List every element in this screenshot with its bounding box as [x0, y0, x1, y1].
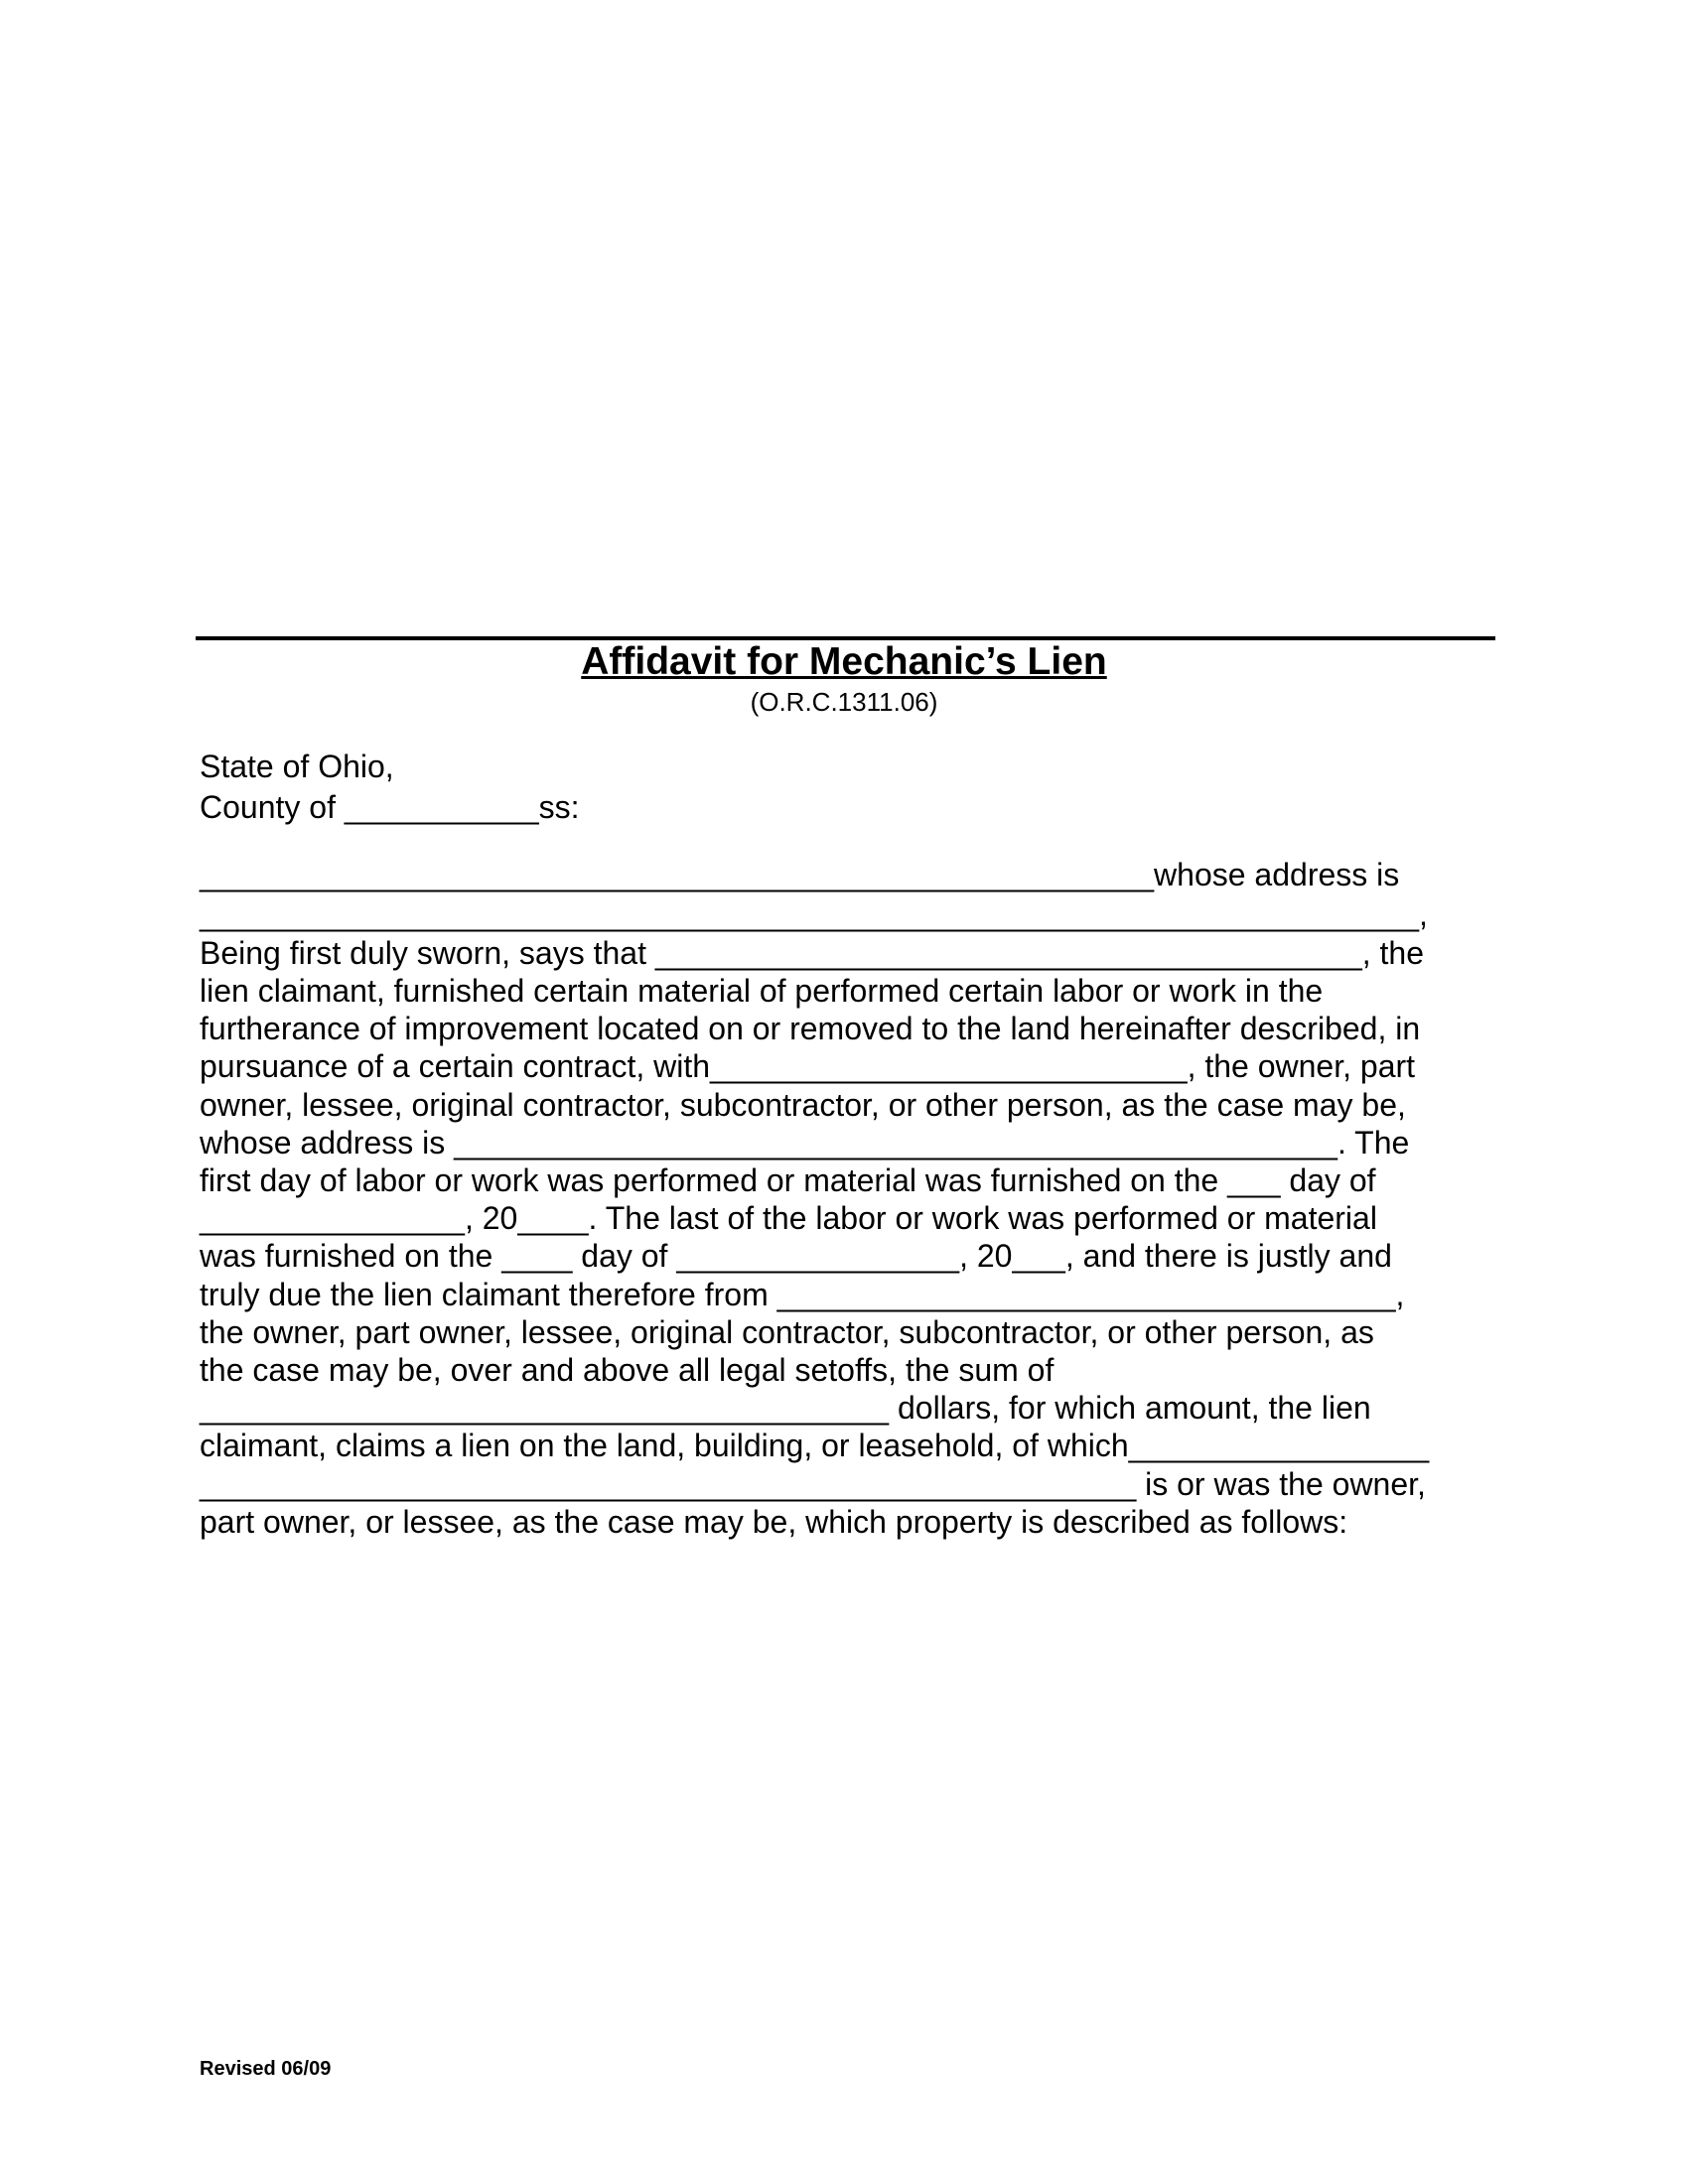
body-line: truly due the lien claimant therefore from ___________________________________, [200, 1277, 1405, 1312]
body-line: first day of labor or work was performed or material was furnished on the ___ day of [200, 1162, 1376, 1198]
body-line: part owner, or lessee, as the case may be, which property is described as follows: [200, 1504, 1348, 1540]
body-line: whose address is __________________________________________________. The [200, 1125, 1410, 1160]
body-line: Being first duly sworn, says that ________________________________________, the [200, 935, 1424, 971]
affiant-name-line: ______________________________________________________whose address is [200, 857, 1400, 892]
body-line: lien claimant, furnished certain material of performed certain labor or work in the [200, 973, 1324, 1009]
body-line: claimant, claims a lien on the land, building, or leasehold, of which_________________ [200, 1428, 1430, 1463]
body-line: _______________________________________ dollars, for which amount, the lien [200, 1390, 1371, 1426]
document-title: Affidavit for Mechanic’s Lien [581, 640, 1107, 683]
state-line: State of Ohio, [200, 749, 394, 784]
body-line: furtherance of improvement located on or removed to the land hereinafter described, in [200, 1011, 1421, 1046]
revision-note: Revised 06/09 [200, 2058, 332, 2080]
body-line: the owner, part owner, lessee, original contractor, subcontractor, or other person, as [200, 1314, 1374, 1350]
affiant-address-line: _____________________________________________________________________, [200, 896, 1428, 932]
body-line: was furnished on the ____ day of ________________, 20___, and there is justly and [200, 1238, 1392, 1274]
body-line: _____________________________________________________ is or was the owner, [200, 1466, 1426, 1502]
statute-reference: (O.R.C.1311.06) [750, 687, 938, 717]
body-line: the case may be, over and above all legal setoffs, the sum of [200, 1352, 1055, 1388]
body-line: owner, lessee, original contractor, subcontractor, or other person, as the case may be, [200, 1087, 1406, 1123]
body-line: pursuance of a certain contract, with___________________________, the owner, part [200, 1048, 1416, 1084]
venue-block [200, 747, 580, 828]
county-line: County of ___________ss: [200, 789, 580, 825]
body-line: _______________, 20____. The last of the labor or work was performed or material [200, 1200, 1377, 1236]
